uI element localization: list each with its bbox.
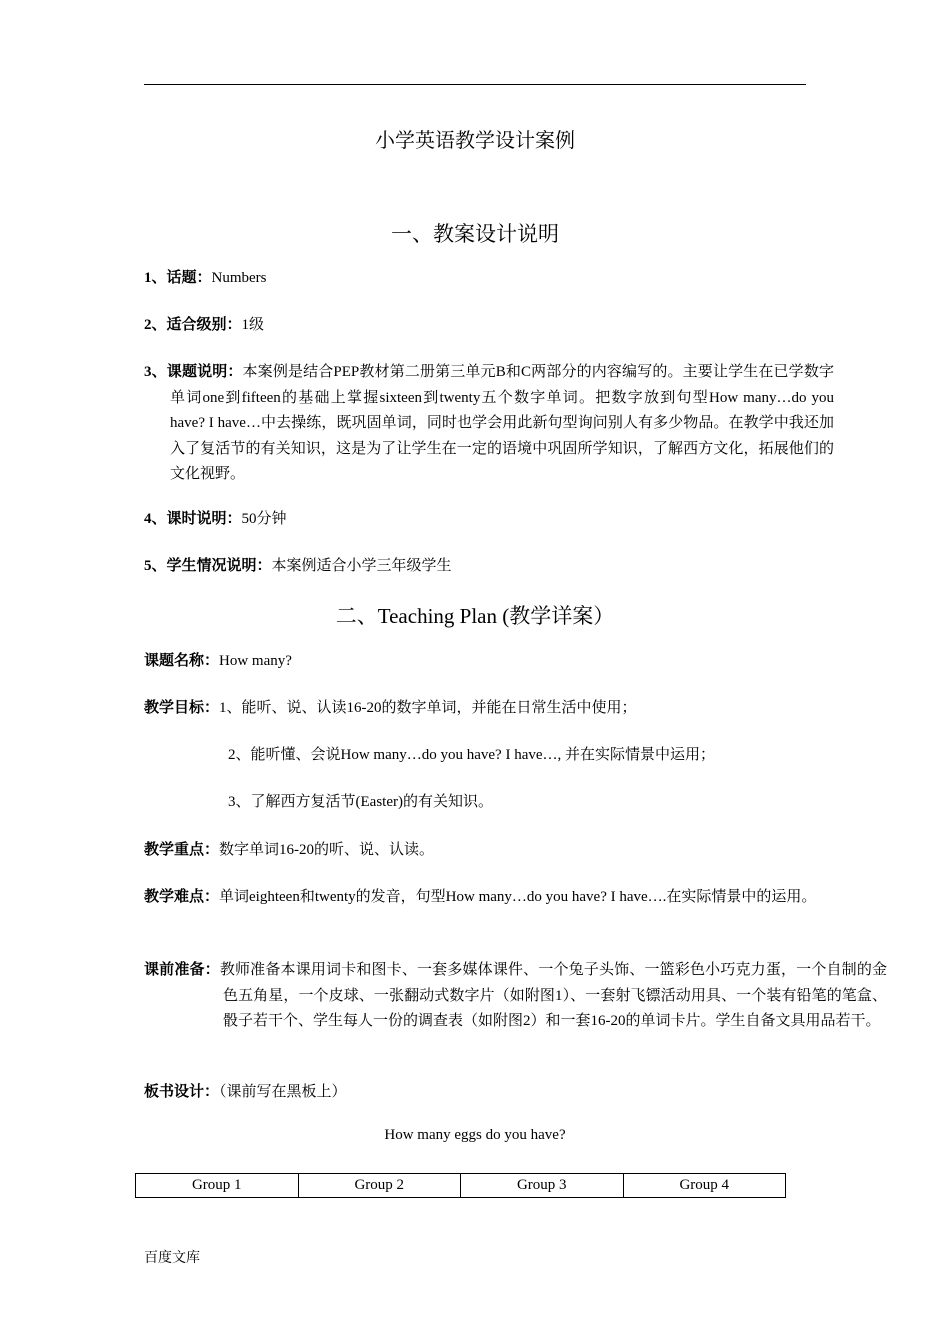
focus-value: 数字单词16-20的听、说、认读。 [219, 842, 435, 858]
board-question: How many eggs do you have? [384, 1127, 566, 1143]
topic-line [144, 266, 808, 292]
prep-line [144, 958, 887, 1035]
board-note: （课前写在黑板上） [219, 1084, 347, 1100]
group-cell: Group 1 [136, 1174, 299, 1198]
students-line [144, 554, 808, 580]
difficulty-line [144, 885, 891, 911]
course-name-value: How many? [219, 653, 292, 669]
group-cell: Group 2 [298, 1174, 461, 1198]
prep-value: 教师准备本课用词卡和图卡、一套多媒体课件、一个兔子头饰、一篮彩色小巧克力蛋，一个自制的金色五角星，一个皮球、一张翻动式数字片（如附图1）、一套射飞镖活动用具、一个装有铅笔的笔盒、骰子若干个、学生每人一份的调查表（如附图2）和一套16-20的单词卡片。学生自备文具用品若干。 [219, 962, 887, 1029]
focus-line [144, 838, 808, 864]
topic-description [144, 360, 834, 488]
group-cell: Group 4 [623, 1174, 786, 1198]
section1-heading: 一、教案设计说明 [391, 222, 559, 246]
document-title: 小学英语教学设计案例 [375, 130, 575, 152]
difficulty-value: 单词eighteen和twenty的发音，句型How many…do you have? I have….在实际情景中的运用。 [219, 889, 817, 905]
goal-item: 3、了解西方复活节(Easter)的有关知识。 [228, 794, 493, 810]
students-label: 5、学生情况说明： [144, 558, 272, 574]
level-label: 2、适合级别： [144, 317, 242, 333]
duration-label: 4、课时说明： [144, 511, 242, 527]
section2-heading: 二、Teaching Plan (教学详案） [335, 604, 615, 628]
level-value: 1级 [241, 317, 265, 333]
groups-table [135, 1173, 786, 1198]
prep-label: 课前准备： [144, 962, 220, 978]
course-name-label: 课题名称： [144, 653, 220, 669]
header-rule [144, 84, 806, 85]
level-line [144, 313, 808, 339]
duration-line [144, 507, 808, 533]
topic-description-text: 本案例是结合PEP教材第二册第三单元B和C两部分的内容编写的。主要让学生在已学数字单词one到fifteen的基础上掌握sixteen到twenty五个数字单词。把数字放到句型How many…do you have? I have…中去操练，既巩固单词，同时也学会用此新句型询问别人有多少物品。在教学中我还加入了复活节的有关知识，这是为了让学生在一定的语境中巩固所学知识，了解西方文化，拓展他们的文化视野。 [170, 364, 834, 482]
table-row [136, 1174, 786, 1198]
course-name-line [144, 649, 808, 675]
goal-item: 2、能听懂、会说How many…do you have? I have…, 并在实际情景中运用； [228, 747, 716, 763]
topic-value: Numbers [211, 270, 267, 286]
students-value: 本案例适合小学三年级学生 [271, 558, 452, 574]
footer-watermark: 百度文库 [144, 1251, 200, 1266]
board-line [144, 1080, 808, 1106]
goals-label: 教学目标： [144, 700, 220, 716]
group-cell: Group 3 [461, 1174, 624, 1198]
goals-line [144, 696, 808, 722]
focus-label: 教学重点： [144, 842, 220, 858]
duration-value: 50分钟 [241, 511, 287, 527]
goal-item: 1、能听、说、认读16-20的数字单词，并能在日常生活中使用； [219, 700, 637, 716]
topic-description-label: 3、课题说明： [144, 364, 243, 380]
difficulty-label: 教学难点： [144, 889, 220, 905]
board-label: 板书设计： [144, 1084, 220, 1100]
topic-label: 1、话题： [144, 270, 212, 286]
